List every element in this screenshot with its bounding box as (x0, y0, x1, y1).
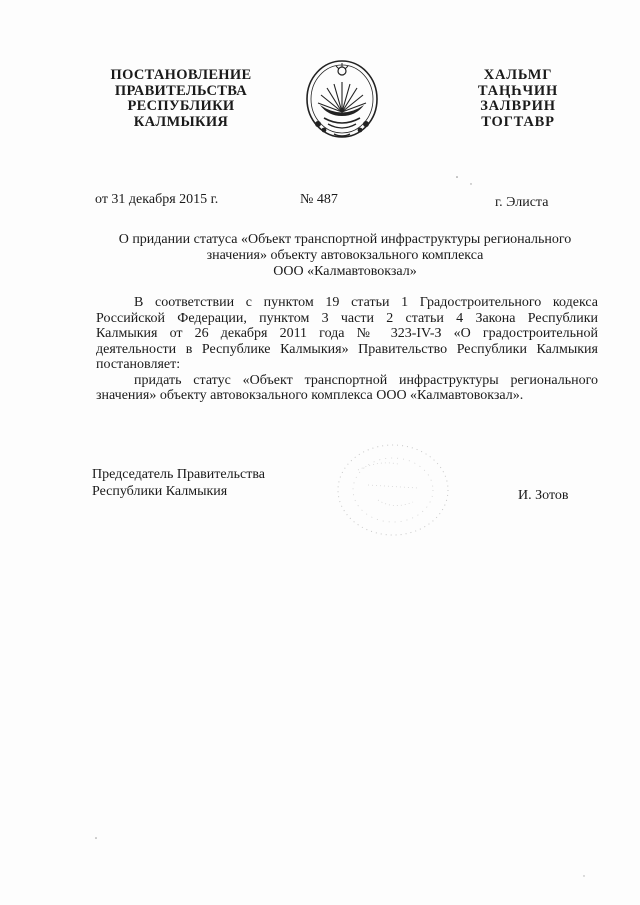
header-left-line: ПОСТАНОВЛЕНИЕ (110, 67, 252, 83)
header-left-line: КАЛМЫКИЯ (133, 113, 229, 130)
signatory-name: И. Зотов (518, 488, 569, 503)
subject-line: значения» объекту автовокзального комплекса (206, 248, 484, 263)
signatory-title-line: Председатель Правительства (92, 467, 265, 482)
body-line: деятельности в Республике Калмыкия» Правительство Республики Калмыкия (96, 341, 598, 357)
header-right-line: ТОГТАВР (481, 113, 555, 130)
subject-line: ООО «Калмавтовокзал» (273, 264, 417, 279)
header-right-title (468, 68, 568, 130)
document-date: от 31 декабря 2015 г. (95, 192, 219, 207)
document-city: г. Элиста (495, 195, 549, 210)
signatory-title (92, 466, 265, 500)
body-line: Российской Федерации, пунктом 3 части 2 статьи 4 Закона Республики (96, 310, 598, 326)
body-line: Калмыкия от 26 декабря 2011 года № 323-IV-З «О градостроительной (96, 326, 598, 341)
faint-official-seal-icon (318, 440, 468, 550)
header-left-line: ПРАВИТЕЛЬСТВА (114, 82, 248, 99)
header-left-line: РЕСПУБЛИКИ (127, 98, 235, 114)
signatory-title-line: Республики Калмыкия (92, 484, 228, 499)
body-line: В соответствии с пунктом 19 статьи 1 Градостроительного кодекса (134, 295, 598, 310)
document-number: № 487 (300, 192, 338, 207)
body-line: постановляет: (96, 357, 181, 372)
header-right-line: ТАҢҺЧИН (477, 82, 559, 99)
header-right-line: ХАЛЬМГ (483, 67, 553, 83)
header-left-title (96, 68, 266, 130)
header-right-line: ЗАЛВРИН (480, 98, 556, 114)
body-line: значения» объекту автовокзального комплекса ООО «Калмавтовокзал». (96, 388, 524, 403)
document-subject (90, 232, 600, 280)
kalmykia-coat-of-arms-icon (304, 58, 380, 140)
document-body (96, 295, 598, 404)
body-line: придать статус «Объект транспортной инфраструктуры регионального (134, 372, 598, 388)
subject-line: О придании статуса «Объект транспортной инфраструктуры регионального (118, 232, 572, 247)
